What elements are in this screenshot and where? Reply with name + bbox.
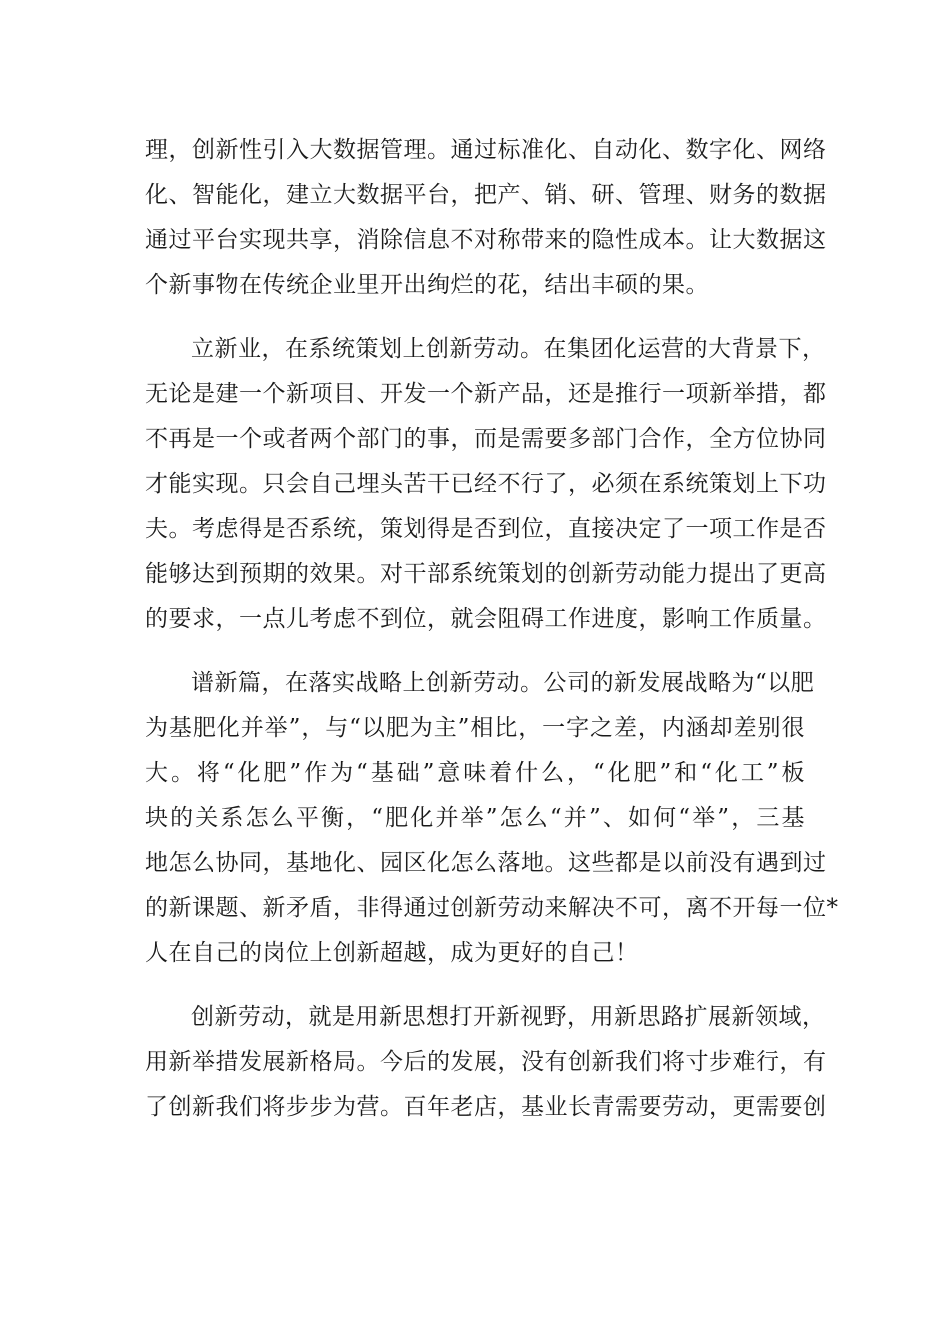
text-line: 理，创新性引入大数据管理。通过标准化、自动化、数字化、网络 bbox=[145, 137, 827, 163]
paragraph bbox=[145, 995, 827, 1130]
text-line: 为基肥化并举”，与“以肥为主”相比，一字之差，内涵却差别很 bbox=[145, 715, 805, 741]
text-line: 能够达到预期的效果。对干部系统策划的创新劳动能力提出了更高 bbox=[145, 561, 827, 587]
text-line: 立新业，在系统策划上创新劳动。在集团化运营的大背景下， bbox=[191, 336, 826, 362]
text-line: 了创新我们将步步为营。百年老店，基业长青需要劳动，更需要创 bbox=[145, 1094, 827, 1120]
text-line: 用新举措发展新格局。今后的发展，没有创新我们将寸步难行，有 bbox=[145, 1049, 827, 1075]
paragraph bbox=[145, 661, 839, 976]
text-line: 块的关系怎么平衡，“肥化并举”怎么“并”、如何“举”，三基 bbox=[145, 805, 805, 831]
text-line: 地怎么协同，基地化、园区化怎么落地。这些都是以前没有遇到过 bbox=[145, 850, 827, 876]
text-line: 个新事物在传统企业里开出绚烂的花，结出丰硕的果。 bbox=[145, 272, 709, 298]
text-line: 创新劳动，就是用新思想打开新视野，用新思路扩展新领域， bbox=[191, 1004, 826, 1030]
document-body bbox=[145, 128, 839, 1149]
text-line: 夫。考虑得是否系统，策划得是否到位，直接决定了一项工作是否 bbox=[145, 516, 827, 542]
text-line: 化、智能化，建立大数据平台，把产、销、研、管理、财务的数据 bbox=[145, 182, 827, 208]
paragraph bbox=[145, 327, 827, 642]
paragraph bbox=[145, 128, 827, 308]
text-line: 不再是一个或者两个部门的事，而是需要多部门合作，全方位协同 bbox=[145, 426, 827, 452]
text-line: 才能实现。只会自己埋头苦干已经不行了，必须在系统策划上下功 bbox=[145, 471, 827, 497]
text-line: 通过平台实现共享，消除信息不对称带来的隐性成本。让大数据这 bbox=[145, 227, 827, 253]
text-line: 大。将“化肥”作为“基础”意味着什么，“化肥”和“化工”板 bbox=[145, 760, 805, 786]
text-line: 谱新篇，在落实战略上创新劳动。公司的新发展战略为“以肥 bbox=[191, 670, 815, 696]
text-line: 人在自己的岗位上创新超越，成为更好的自己！ bbox=[145, 940, 639, 966]
text-line: 无论是建一个新项目、开发一个新产品，还是推行一项新举措，都 bbox=[145, 381, 827, 407]
text-line: 的要求，一点儿考虑不到位，就会阻碍工作进度，影响工作质量。 bbox=[145, 606, 827, 632]
text-line: 的新课题、新矛盾，非得通过创新劳动来解决不可，离不开每一位* bbox=[145, 895, 839, 921]
